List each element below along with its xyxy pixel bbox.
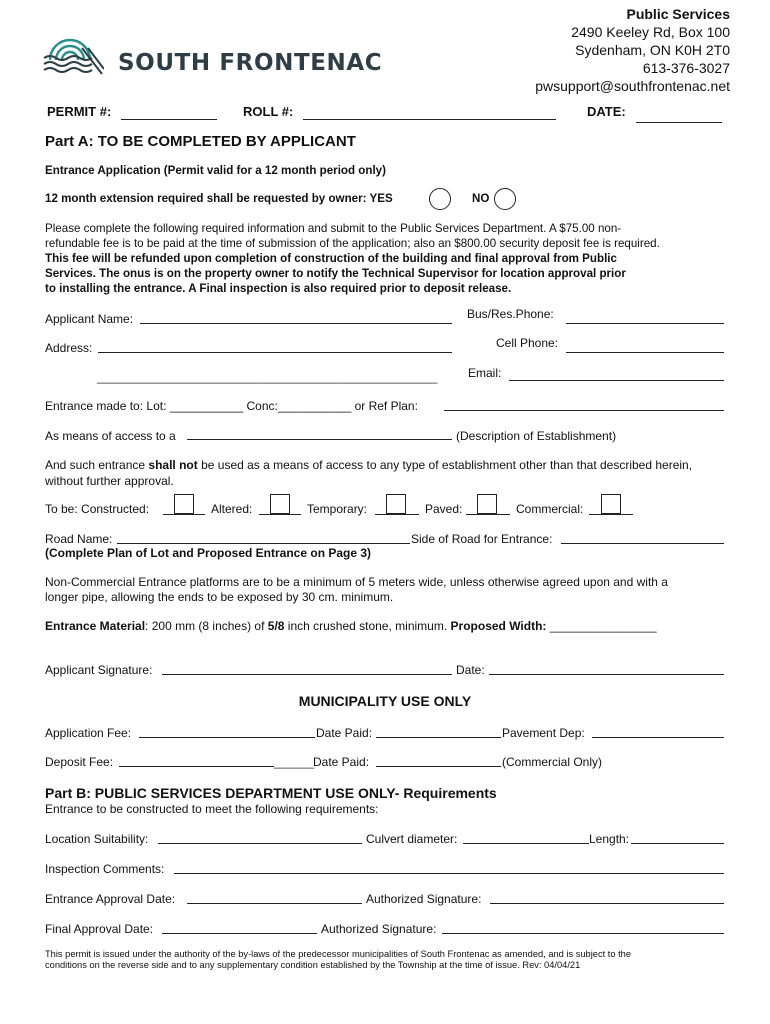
bus-phone-label: Bus/Res.Phone: [467,307,554,321]
auth-sig2-label: Authorized Signature: [321,922,437,936]
to-be-label: To be: Constructed: [45,502,150,516]
temporary-label: Temporary: [307,502,368,516]
part-b-title: Part B: PUBLIC SERVICES DEPARTMENT USE ONLY- Requirements [45,785,497,801]
culvert-field[interactable] [463,843,589,844]
no-radio[interactable] [494,188,516,210]
address-field[interactable] [98,352,452,353]
bus-phone-field[interactable] [566,323,724,324]
address-block [535,5,730,95]
address-label: Address: [45,341,93,355]
extension-label: 12 month extension required shall be requested by owner: YES [45,192,393,205]
shall-not-line-1: And such entrance shall not be used as a means of access to any type of establishment other than that described herein, [45,458,693,472]
cell-phone-label: Cell Phone: [496,336,559,350]
ref-plan-field[interactable] [444,410,724,411]
side-of-road-label: Side of Road for Entrance: [411,532,553,546]
approval-date-label: Entrance Approval Date: [45,892,176,906]
footer-line-2: conditions on the reverse side and to any supplementary condition established by the Township at the time of issue. Rev: 04/04/21 [45,960,581,970]
yes-radio[interactable] [429,188,451,210]
location-label: Location Suitability: [45,832,149,846]
address-city: Sydenham, ON K0H 2T0 [575,42,730,58]
instructions-line-3: This fee will be refunded upon completion of construction of the building and final approval from Public [45,252,617,265]
application-fee-field[interactable] [139,737,315,738]
applicant-signature-field[interactable] [162,674,452,675]
length-field[interactable] [631,843,724,844]
final-date-label: Final Approval Date: [45,922,154,936]
instructions-line-1: Please complete the following required information and submit to the Public Services Department. A $75.00 non- [45,222,622,235]
description-label: (Description of Establishment) [456,429,617,443]
deposit-date-paid-field[interactable] [376,766,501,767]
instructions-line-4: Services. The onus is on the property owner to notify the Technical Supervisor for location approval prior [45,267,626,280]
date-paid-field[interactable] [376,737,501,738]
road-name-label: Road Name: [45,532,113,546]
inspection-label: Inspection Comments: [45,862,165,876]
constructed-checkbox[interactable] [174,494,194,514]
length-label: Length: [589,832,630,846]
altered-label: Altered: [211,502,253,516]
footer-line-1: This permit is issued under the authority of the by-laws of the predecessor municipalities of South Frontenac as amended, and is subject to the [45,949,632,959]
address-email: pwsupport@southfrontenac.net [535,78,730,94]
approval-date-field[interactable] [187,903,362,904]
instructions-line-2: refundable fee is to be paid at the time of submission of the application; also an $800.00 security deposit fee is required. [45,237,660,250]
deposit-date-paid-label: Date Paid: [313,755,370,769]
entrance-lot-label: Entrance made to: Lot: ___________ Conc:___________ or Ref Plan: [45,399,418,413]
culvert-label: Culvert diameter: [366,832,458,846]
email-label: Email: [468,366,502,380]
cell-phone-field[interactable] [566,352,724,353]
address-dept: Public Services [626,6,730,22]
no-label: NO [472,192,490,205]
applicant-date-label: Date: [456,663,485,677]
paved-checkbox[interactable] [477,494,497,514]
final-date-field[interactable] [162,933,317,934]
pavement-dep-field[interactable] [592,737,724,738]
commercial-label: Commercial: [516,502,584,516]
logo [42,28,402,84]
email-field[interactable] [509,380,724,381]
deposit-fee-label: Deposit Fee: [45,755,114,769]
auth-sig-label: Authorized Signature: [366,892,482,906]
shall-not-line-2: without further approval. [45,474,174,488]
material-line: Entrance Material: 200 mm (8 inches) of 5/8 inch crushed stone, minimum. Proposed Width: ________________ [45,619,657,633]
address-street: 2490 Keeley Rd, Box 100 [571,24,730,40]
applicant-date-field[interactable] [489,674,724,675]
municipality-title: MUNICIPALITY USE ONLY [298,693,472,709]
permit-label: PERMIT #: [47,104,112,119]
altered-checkbox[interactable] [270,494,290,514]
application-fee-label: Application Fee: [45,726,132,740]
road-name-field[interactable] [117,543,410,544]
instructions-line-5: to installing the entrance. A Final inspection is also required prior to deposit release. [45,282,512,295]
date-label: DATE: [587,104,626,119]
address-line-2[interactable]: ___________________________________________________ [97,370,438,384]
noncommercial-line-1: Non-Commercial Entrance platforms are to be a minimum of 5 meters wide, unless otherwise agreed upon and with a [45,575,668,589]
applicant-name-label: Applicant Name: [45,312,134,326]
permit-field[interactable] [121,119,217,120]
commercial-only-label: (Commercial Only) [502,755,603,769]
applicant-signature-label: Applicant Signature: [45,663,153,677]
address-phone: 613-376-3027 [642,60,730,76]
noncommercial-line-2: longer pipe, allowing the ends to be exposed by 30 cm. minimum. [45,590,394,604]
auth-sig2-field[interactable] [442,933,724,934]
plan-note: (Complete Plan of Lot and Proposed Entrance on Page 3) [45,546,372,560]
location-field[interactable] [158,843,362,844]
date-paid-label: Date Paid: [316,726,373,740]
side-of-road-field[interactable] [561,543,724,544]
part-b-subtitle: Entrance to be constructed to meet the following requirements: [45,802,379,816]
commercial-checkbox[interactable] [601,494,621,514]
deposit-fee-field[interactable] [119,766,274,767]
part-a-title: Part A: TO BE COMPLETED BY APPLICANT [45,133,356,150]
date-field[interactable] [636,122,722,123]
auth-sig-field[interactable] [490,903,724,904]
roll-label: ROLL #: [243,104,294,119]
applicant-name-field[interactable] [140,323,452,324]
roll-field[interactable] [303,119,556,120]
access-field[interactable] [187,439,452,440]
paved-label: Paved: [425,502,463,516]
pavement-dep-label: Pavement Dep: [502,726,585,740]
access-label: As means of access to a [45,429,176,443]
logo-mark-icon [42,28,104,80]
inspection-field[interactable] [174,873,724,874]
temporary-checkbox[interactable] [386,494,406,514]
deposit-fee-blank: ______ [274,755,315,769]
part-a-subtitle: Entrance Application (Permit valid for a 12 month period only) [45,164,386,177]
logo-text: SOUTH FRONTENAC [118,50,383,76]
